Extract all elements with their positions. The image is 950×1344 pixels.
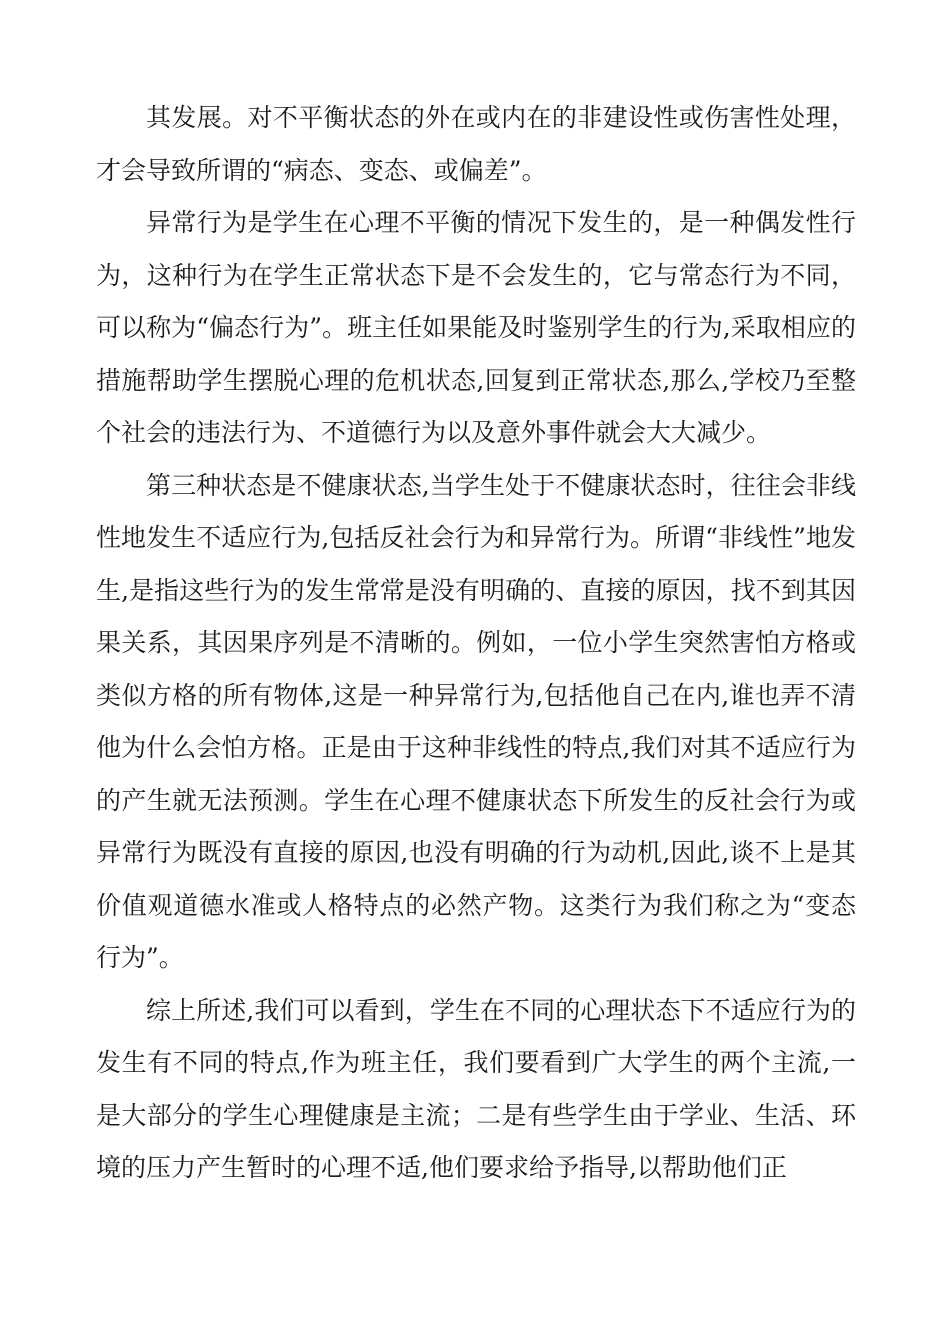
document-body bbox=[96, 92, 856, 1195]
paragraph-4: 综上所述,我们可以看到，学生在不同的心理状态下不适应行为的发生有不同的特点,作为班主任，我们要看到广大学生的两个主流,一是大部分的学生心理健康是主流；二是有些学生由于学业、生活、环境的压力产生暂时的心理不适,他们要求给予指导,以帮助他们正 bbox=[96, 995, 856, 1182]
paragraph-1: 其发展。对不平衡状态的外在或内在的非建设性或伤害性处理，才会导致所谓的“病态、变态、或偏差”。 bbox=[96, 103, 856, 185]
paragraph-3: 第三种状态是不健康状态,当学生处于不健康状态时，往往会非线性地发生不适应行为,包括反社会行为和异常行为。所谓“非线性”地发生,是指这些行为的发生常常是没有明确的、直接的原因，找不到其因果关系，其因果序列是不清晰的。例如，一位小学生突然害怕方格或类似方格的所有物体,这是一种异常行为,包括他自己在内,谁也弄不清他为什么会怕方格。正是由于这种非线性的特点,我们对其不适应行为的产生就无法预测。学生在心理不健康状态下所发生的反社会行为或异常行为既没有直接的原因,也没有明确的行为动机,因此,谈不上是其价值观道德水准或人格特点的必然产物。这类行为我们称之为“变态行为”。 bbox=[96, 470, 856, 972]
paragraph-2: 异常行为是学生在心理不平衡的情况下发生的，是一种偶发性行为，这种行为在学生正常状态下是不会发生的，它与常态行为不同，可以称为“偏态行为”。班主任如果能及时鉴别学生的行为,采取相应的措施帮助学生摆脱心理的危机状态,回复到正常状态,那么,学校乃至整个社会的违法行为、不道德行为以及意外事件就会大大减少。 bbox=[96, 208, 856, 447]
